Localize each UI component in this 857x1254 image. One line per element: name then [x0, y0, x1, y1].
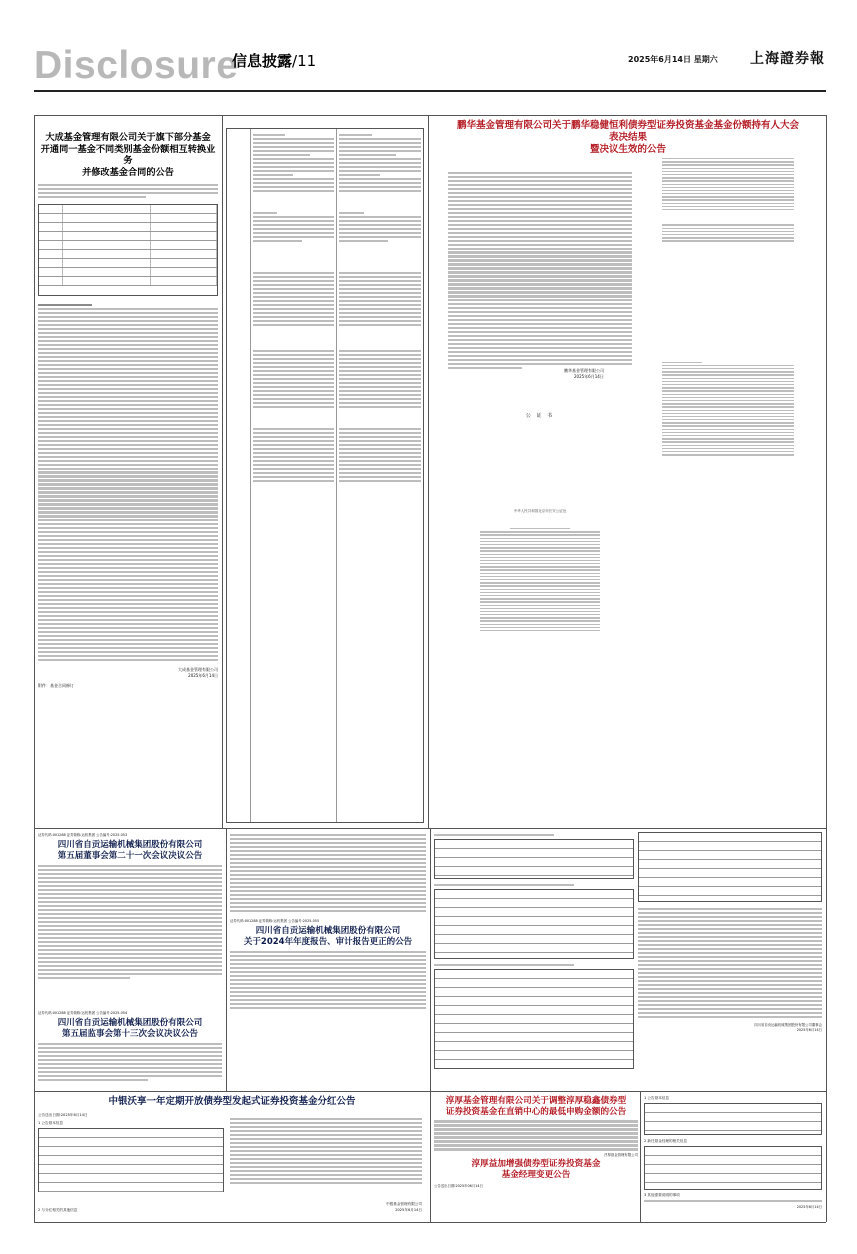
sichuan1-title-1: 四川省自贡运输机械集团股份有限公司 — [57, 840, 203, 850]
sichuan3-title-2: 关于2024年年度报告、审计报告更正的公告 — [243, 936, 413, 947]
sichuan3-code: 证券代码:001288 证券简称:运机集团 公告编号:2025-055 — [230, 918, 320, 923]
dacheng-body-top — [38, 184, 218, 198]
masthead — [34, 46, 826, 88]
chunhou-title-4: 基金经理变更公告 — [501, 1170, 571, 1181]
notice-sichuan-supervisory — [38, 1010, 222, 1083]
dacheng-title-3: 并修改基金合同的公告 — [82, 166, 174, 178]
page-number: /11 — [292, 52, 317, 70]
penghua-title-2: 暨决议生效的公告 — [589, 143, 666, 155]
frame-bottom — [34, 1222, 826, 1223]
chunhou-date: 2025年6月14日 — [796, 1204, 822, 1209]
paper-name: 上海證券報 — [750, 51, 825, 67]
dacheng-body — [38, 304, 218, 661]
frame-left — [34, 115, 35, 1222]
sichuan-correction-tables — [434, 832, 634, 1088]
divider-b — [428, 115, 429, 828]
dacheng-signature: 大成基金管理有限公司 — [178, 666, 218, 672]
notary-page-2 — [640, 148, 816, 824]
sichuan2-title-1: 四川省自贡运输机械集团股份有限公司 — [57, 1018, 203, 1028]
sichuan3-signature: 四川省自贡运输机械集团股份有限公司董事会 — [754, 1022, 822, 1027]
chunhou-publish-date: 公告送出日期:2025年06月14日 — [434, 1183, 483, 1188]
masthead-rule — [34, 90, 826, 92]
notice-chunhou-tables — [644, 1096, 822, 1220]
penghua-title-1: 鹏华基金管理有限公司关于鹏华稳健恒利债券型证券投资基金基金份额持有人大会表决结果 — [456, 120, 799, 143]
notice-zhongyin — [38, 1096, 426, 1220]
chunhou-section-3: 3 其他需要说明的事项 — [644, 1193, 680, 1197]
section-cn — [232, 50, 316, 71]
notary-page-1 — [446, 382, 634, 822]
sichuan2-code: 证券代码:001288 证券简称:运机集团 公告编号:2025-054 — [38, 1011, 128, 1015]
sichuan3-date: 2025年6月14日 — [796, 1027, 822, 1032]
chunhou-section-2: 2 新任基金经理的相关信息 — [644, 1139, 687, 1143]
dacheng-title-1: 大成基金管理有限公司关于旗下部分基金 — [45, 132, 211, 143]
notary-title: 公 证 书 — [525, 413, 555, 419]
chunhou-title-1: 淳厚基金管理有限公司关于调整淳厚稳鑫债券型 — [445, 1096, 627, 1106]
notice-chunhou — [434, 1096, 638, 1220]
chunhou-title-3: 淳厚益加增强债券型证券投资基金 — [471, 1159, 601, 1170]
zhongyin-signature: 中银基金管理有限公司 — [386, 1202, 422, 1206]
frame-top — [34, 115, 826, 116]
chunhou-section-1: 1 公告基本信息 — [644, 1096, 669, 1100]
dacheng-footnote: 附件：基金合同修订 — [38, 682, 74, 688]
notice-dacheng — [38, 132, 218, 689]
zhongyin-info-table — [38, 1128, 224, 1192]
notice-sichuan-board — [38, 832, 222, 981]
issue-date: 2025年6月14日 星期六 — [628, 55, 718, 64]
dacheng-title-2: 开通同一基金不同类别基金份额相互转换业务 — [40, 143, 216, 166]
sichuan2-title-2: 第五届监事会第十三次会议决议公告 — [61, 1028, 198, 1039]
notice-sichuan-correction — [230, 832, 426, 1011]
sichuan-correction-tables-2 — [638, 832, 822, 1088]
zhongyin-title: 中银沃享一年定期开放债券型发起式证券投资基金分红公告 — [108, 1096, 356, 1107]
penghua-body — [448, 170, 632, 371]
frame-right — [826, 115, 827, 1222]
sichuan1-code: 证券代码:001288 证券简称:运机集团 公告编号:2025-053 — [38, 833, 128, 837]
zhongyin-date: 2025年6月14日 — [395, 1208, 422, 1212]
zhongyin-section-2: 2 与分红相关的其他信息 — [38, 1208, 78, 1212]
zhongyin-section-1: 1 公告基本信息 — [38, 1120, 63, 1125]
notice-penghua — [434, 120, 822, 825]
dacheng-fund-table — [38, 204, 218, 296]
divider-d — [226, 828, 227, 1091]
divider-c — [430, 828, 431, 1222]
sichuan3-title-1: 四川省自贡运输机械集团股份有限公司 — [255, 925, 401, 936]
notary-org: 中华人民共和国北京市长安公证处 — [513, 509, 567, 513]
divider-e — [640, 1091, 641, 1222]
penghua-signature: 鹏华基金管理有限公司 — [564, 368, 604, 373]
chunhou-title-2: 证券投资基金在直销中心的最低申购金额的公告 — [445, 1106, 627, 1117]
penghua-date: 2025年6月14日 — [574, 374, 604, 379]
section-title: Disclosure — [34, 44, 239, 87]
dacheng-appendix-table — [226, 128, 424, 823]
sichuan1-title-2: 第五届董事会第二十一次会议决议公告 — [57, 850, 203, 861]
notary-seal — [750, 748, 790, 762]
zhongyin-publish-date: 公告送出日期:2025年6月14日 — [38, 1112, 88, 1117]
chunhou-signature: 淳厚基金管理有限公司 — [604, 1153, 638, 1158]
dacheng-date: 2025年6月14日 — [188, 672, 218, 678]
divider-a — [222, 115, 223, 828]
section-cn-text: 信息披露 — [232, 52, 293, 70]
